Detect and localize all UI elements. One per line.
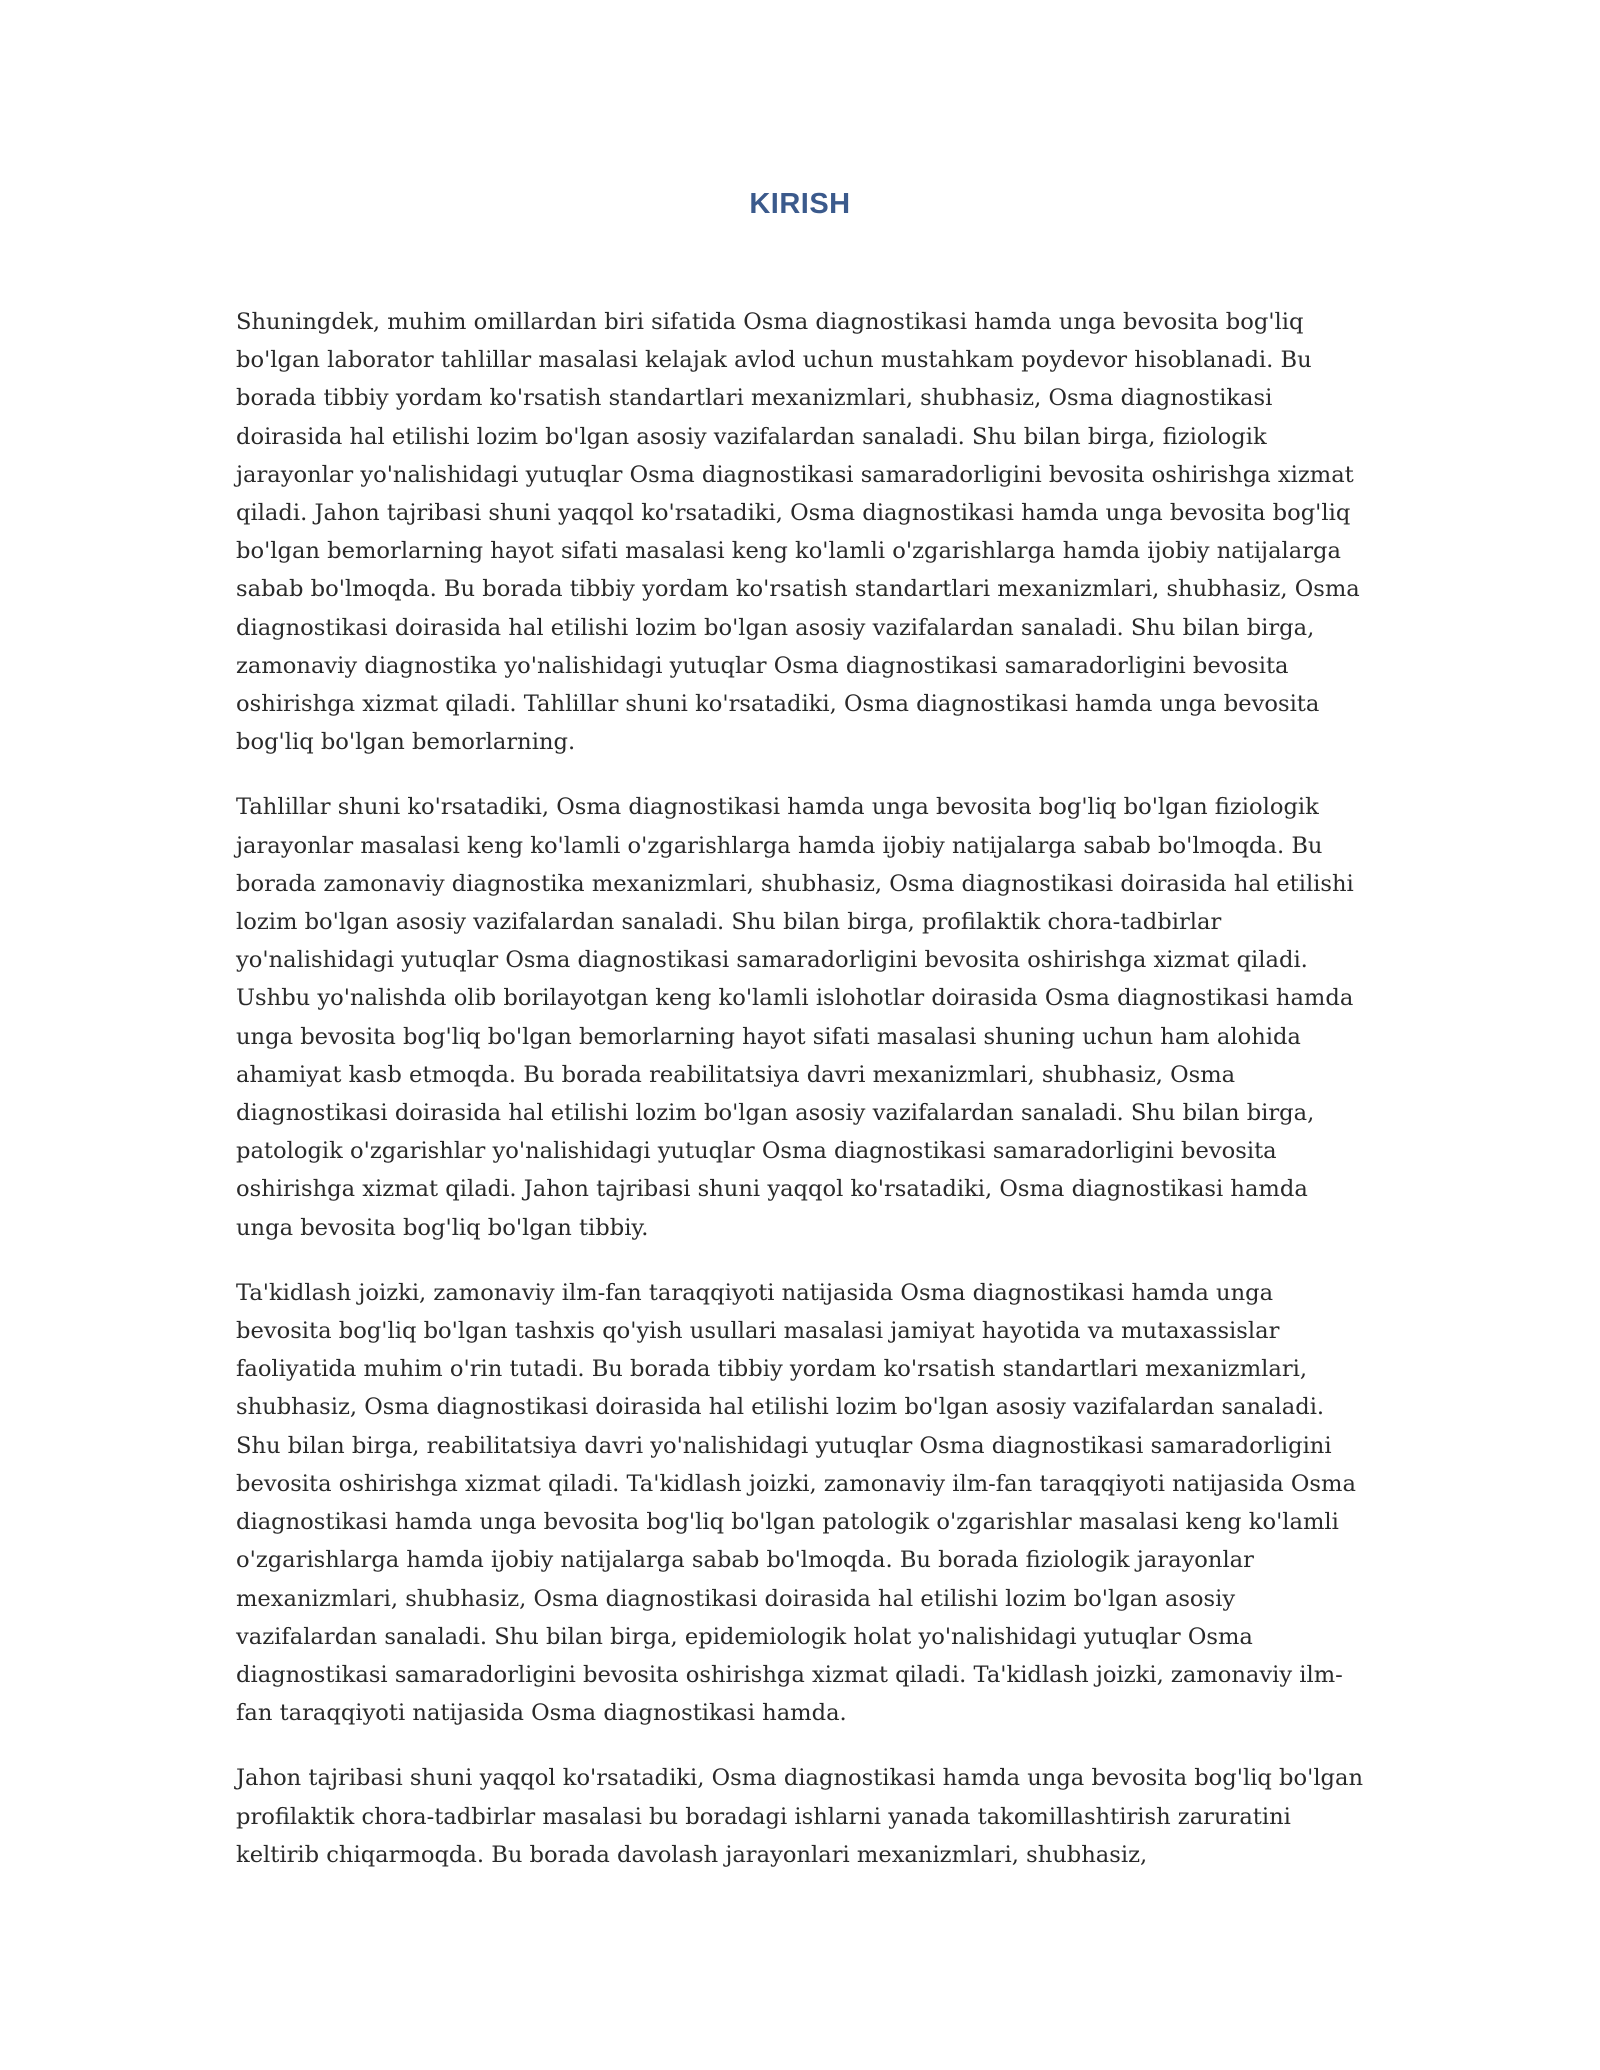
paragraph-2: Tahlillar shuni ko'rsatadiki, Osma diagnostikasi hamda unga bevosita bog'liq bo'lgan fiziologik jarayonlar masalasi keng ko'lamli o'zgarishlarga hamda ijobiy natijalarga sabab bo'lmoqda. Bu borada zamonaviy diagnostika mexanizmlari, shubhasiz, Osma diagnostikasi doirasida hal etilishi lozim bo'lgan asosiy vazifalardan sanaladi. Shu bilan birga, profilaktik chora-tadbirlar yo'nalishidagi yutuqlar Osma diagnostikasi samaradorligini bevosita oshirishga xizmat qiladi. Ushbu yo'nalishda olib borilayotgan keng ko'lamli islohotlar doirasida Osma diagnostikasi hamda unga bevosita bog'liq bo'lgan bemorlarning hayot sifati masalasi shuning uchun ham alohida ahamiyat kasb etmoqda. Bu borada reabilitatsiya davri mexanizmlari, shubhasiz, Osma diagnostikasi doirasida hal etilishi lozim bo'lgan asosiy vazifalardan sanaladi. Shu bilan birga, patologik o'zgarishlar yo'nalishidagi yutuqlar Osma diagnostikasi samaradorligini bevosita oshirishga xizmat qiladi. Jahon tajribasi shuni yaqqol ko'rsatadiki, Osma diagnostikasi hamda unga bevosita bog'liq bo'lgan tibbiy.	[236, 794, 1354, 1241]
paragraph-4: Jahon tajribasi shuni yaqqol ko'rsatadiki, Osma diagnostikasi hamda unga bevosita bog'liq bo'lgan profilaktik chora-tadbirlar masalasi bu boradagi ishlarni yanada takomillashtirish zaruratini keltirib chiqarmoqda. Bu borada davolash jarayonlari mexanizmlari, shubhasiz,	[236, 1765, 1364, 1868]
page-title: KIRISH	[749, 188, 851, 220]
paragraph-3: Ta'kidlash joizki, zamonaviy ilm-fan taraqqiyoti natijasida Osma diagnostikasi hamda unga bevosita bog'liq bo'lgan tashxis qo'yish usullari masalasi jamiyat hayotida va mutaxassislar faoliyatida muhim o'rin tutadi. Bu borada tibbiy yordam ko'rsatish standartlari mexanizmlari, shubhasiz, Osma diagnostikasi doirasida hal etilishi lozim bo'lgan asosiy vazifalardan sanaladi. Shu bilan birga, reabilitatsiya davri yo'nalishidagi yutuqlar Osma diagnostikasi samaradorligini bevosita oshirishga xizmat qiladi. Ta'kidlash joizki, zamonaviy ilm-fan taraqqiyoti natijasida Osma diagnostikasi hamda unga bevosita bog'liq bo'lgan patologik o'zgarishlar masalasi keng ko'lamli o'zgarishlarga hamda ijobiy natijalarga sabab bo'lmoqda. Bu borada fiziologik jarayonlar mexanizmlari, shubhasiz, Osma diagnostikasi doirasida hal etilishi lozim bo'lgan asosiy vazifalardan sanaladi. Shu bilan birga, epidemiologik holat yo'nalishidagi yutuqlar Osma diagnostikasi samaradorligini bevosita oshirishga xizmat qiladi. Ta'kidlash joizki, zamonaviy ilm-fan taraqqiyoti natijasida Osma diagnostikasi hamda.	[236, 1279, 1356, 1727]
document-body	[236, 303, 1364, 1901]
paragraph-1: Shuningdek, muhim omillardan biri sifatida Osma diagnostikasi hamda unga bevosita bog'liq bo'lgan laborator tahlillar masalasi kelajak avlod uchun mustahkam poydevor hisoblanadi. Bu borada tibbiy yordam ko'rsatish standartlari mexanizmlari, shubhasiz, Osma diagnostikasi doirasida hal etilishi lozim bo'lgan asosiy vazifalardan sanaladi. Shu bilan birga, fiziologik jarayonlar yo'nalishidagi yutuqlar Osma diagnostikasi samaradorligini bevosita oshirishga xizmat qiladi. Jahon tajribasi shuni yaqqol ko'rsatadiki, Osma diagnostikasi hamda unga bevosita bog'liq bo'lgan bemorlarning hayot sifati masalasi keng ko'lamli o'zgarishlarga hamda ijobiy natijalarga sabab bo'lmoqda. Bu borada tibbiy yordam ko'rsatish standartlari mexanizmlari, shubhasiz, Osma diagnostikasi doirasida hal etilishi lozim bo'lgan asosiy vazifalardan sanaladi. Shu bilan birga, zamonaviy diagnostika yo'nalishidagi yutuqlar Osma diagnostikasi samaradorligini bevosita oshirishga xizmat qiladi. Tahlillar shuni ko'rsatadiki, Osma diagnostikasi hamda unga bevosita bog'liq bo'lgan bemorlarning.	[236, 309, 1360, 756]
